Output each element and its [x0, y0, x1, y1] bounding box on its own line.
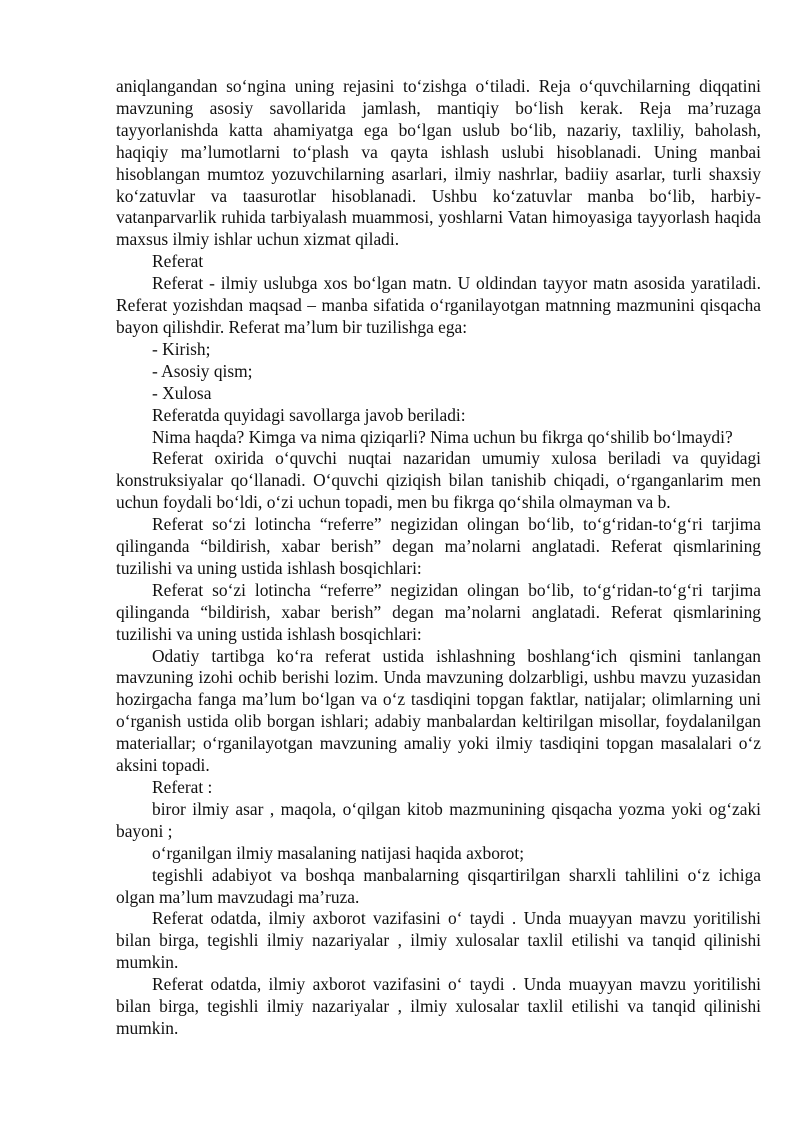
list-item-asosiy-qism: - Asosiy qism;: [152, 360, 253, 381]
heading-referat-colon: Referat :: [152, 777, 213, 797]
paragraph-function-2: Referat odatda, ilmiy axborot vazifasini o‘ taydi . Unda muayyan mavzu yoritilishi bilan birga, tegishli ilmiy nazariyalar , ilmiy xulosalar taxlil etilishi va tanqid qilinishi mumkin.: [116, 974, 761, 1038]
list-item-xulosa: - Xulosa: [152, 382, 212, 403]
list-item-kirish: - Kirish;: [152, 338, 211, 359]
paragraph-questions: Nima haqda? Kimga va nima qiziqarli? Nima uchun bu fikrga qo‘shilib bo‘lmaydi?: [152, 426, 733, 447]
list-item-summary: biror ilmiy asar , maqola, o‘qilgan kitob mazmunining qisqacha yozma yoki og‘zaki bayoni ;: [116, 798, 761, 841]
list-item-information: o‘rganilgan ilmiy masalaning natijasi haqida axborot;: [152, 842, 525, 863]
heading-referat: Referat: [152, 251, 204, 272]
paragraph-etymology-1: Referat so‘zi lotincha “referre” negizidan olingan bo‘lib, to‘g‘ridan-to‘g‘ri tarjima qilinganda “bildirish, xabar berish” degan ma’nolarni anglatadi. Referat qismlarining tuzilishi va uning ustida ishlash bosqichlari:: [116, 514, 761, 578]
paragraph-function-1: Referat odatda, ilmiy axborot vazifasini o‘ taydi . Unda muayyan mavzu yoritilishi bilan birga, tegishli ilmiy nazariyalar , ilmiy xulosalar taxlil etilishi va tanqid qilinishi mumkin.: [116, 908, 761, 973]
paragraph-initial-part: Odatiy tartibga ko‘ra referat ustida ishlashning boshlang‘ich qismini tanlangan mavzuning izohi ochib berishi lozim. Unda mavzuning dolzarbligi, ushbu mavzu yuzasidan hozirgacha fanga ma’lum bo‘lgan va o‘z tasdiqini topgan faktlar, natijalar; olimlarning uni o‘rganish ustida olib borgan ishlari; adabiy manbalardan keltirilgan misollar, foydalanilgan materiallar; o‘rganilayotgan mavzuning amaliy yoki ilmiy tasdiqini topgan masalalari o‘z aksini topadi.: [116, 645, 761, 776]
list-item-report: tegishli adabiyot va boshqa manbalarning qisqartirilgan sharxli tahlilini o‘z ichiga olgan ma’lum mavzudagi ma’ruza.: [116, 864, 761, 907]
paragraph-plan-intro: aniqlangandan so‘ngina uning rejasini to‘zishga o‘tiladi. Reja o‘quvchilarning diqqatini mavzuning asosiy savollarida jamlash, mantiqiy bo‘lish kerak. Reja ma’ruzaga tayyorlanishda katta ahamiyatga ega bo‘lgan uslub bo‘lib, nazariy, taxliliy, baholash, haqiqiy ma’lumotlarni to‘plash va qayta ishlash uslubi hisoblanadi. Uning manbai hisoblangan mumtoz yozuvchilarning asarlari, ilmiy nashrlar, badiiy asarlar, turli shaxsiy ko‘zatuvlar va taasurotlar hisoblanadi. Ushbu ko‘zatuvlar manba bo‘lib, harbiy-vatanparvarlik ruhida tarbiyalash muammosi, yoshlarni Vatan himoyasiga tayyorlash haqida maxsus ilmiy ishlar uchun xizmat qiladi.: [116, 76, 761, 250]
paragraph-etymology-2: Referat so‘zi lotincha “referre” negizidan olingan bo‘lib, to‘g‘ridan-to‘g‘ri tarjima qilinganda “bildirish, xabar berish” degan ma’nolarni anglatadi. Referat qismlarining tuzilishi va uning ustida ishlash bosqichlari:: [116, 579, 761, 644]
paragraph-questions-intro: Referatda quyidagi savollarga javob beriladi:: [152, 404, 466, 425]
paragraph-referat-definition: Referat - ilmiy uslubga xos bo‘lgan matn. U oldindan tayyor matn asosida yaratiladi. Referat yozishdan maqsad – manba sifatida o‘rganilayotgan matnning mazmunini qisqacha bayon qilishdir. Referat ma’lum bir tuzilishga ega:: [116, 273, 761, 337]
document-page: [116, 76, 761, 1040]
paragraph-conclusion-constructions: Referat oxirida o‘quvchi nuqtai nazaridan umumiy xulosa beriladi va quyidagi konstruksiyalar qo‘llanadi. O‘quvchi qiziqish bilan tanishib chiqadi, o‘rganganlarim men uchun foydali bo‘ldi, o‘zi uchun topadi, men bu fikrga qo‘shila olmayman va b.: [116, 448, 761, 513]
